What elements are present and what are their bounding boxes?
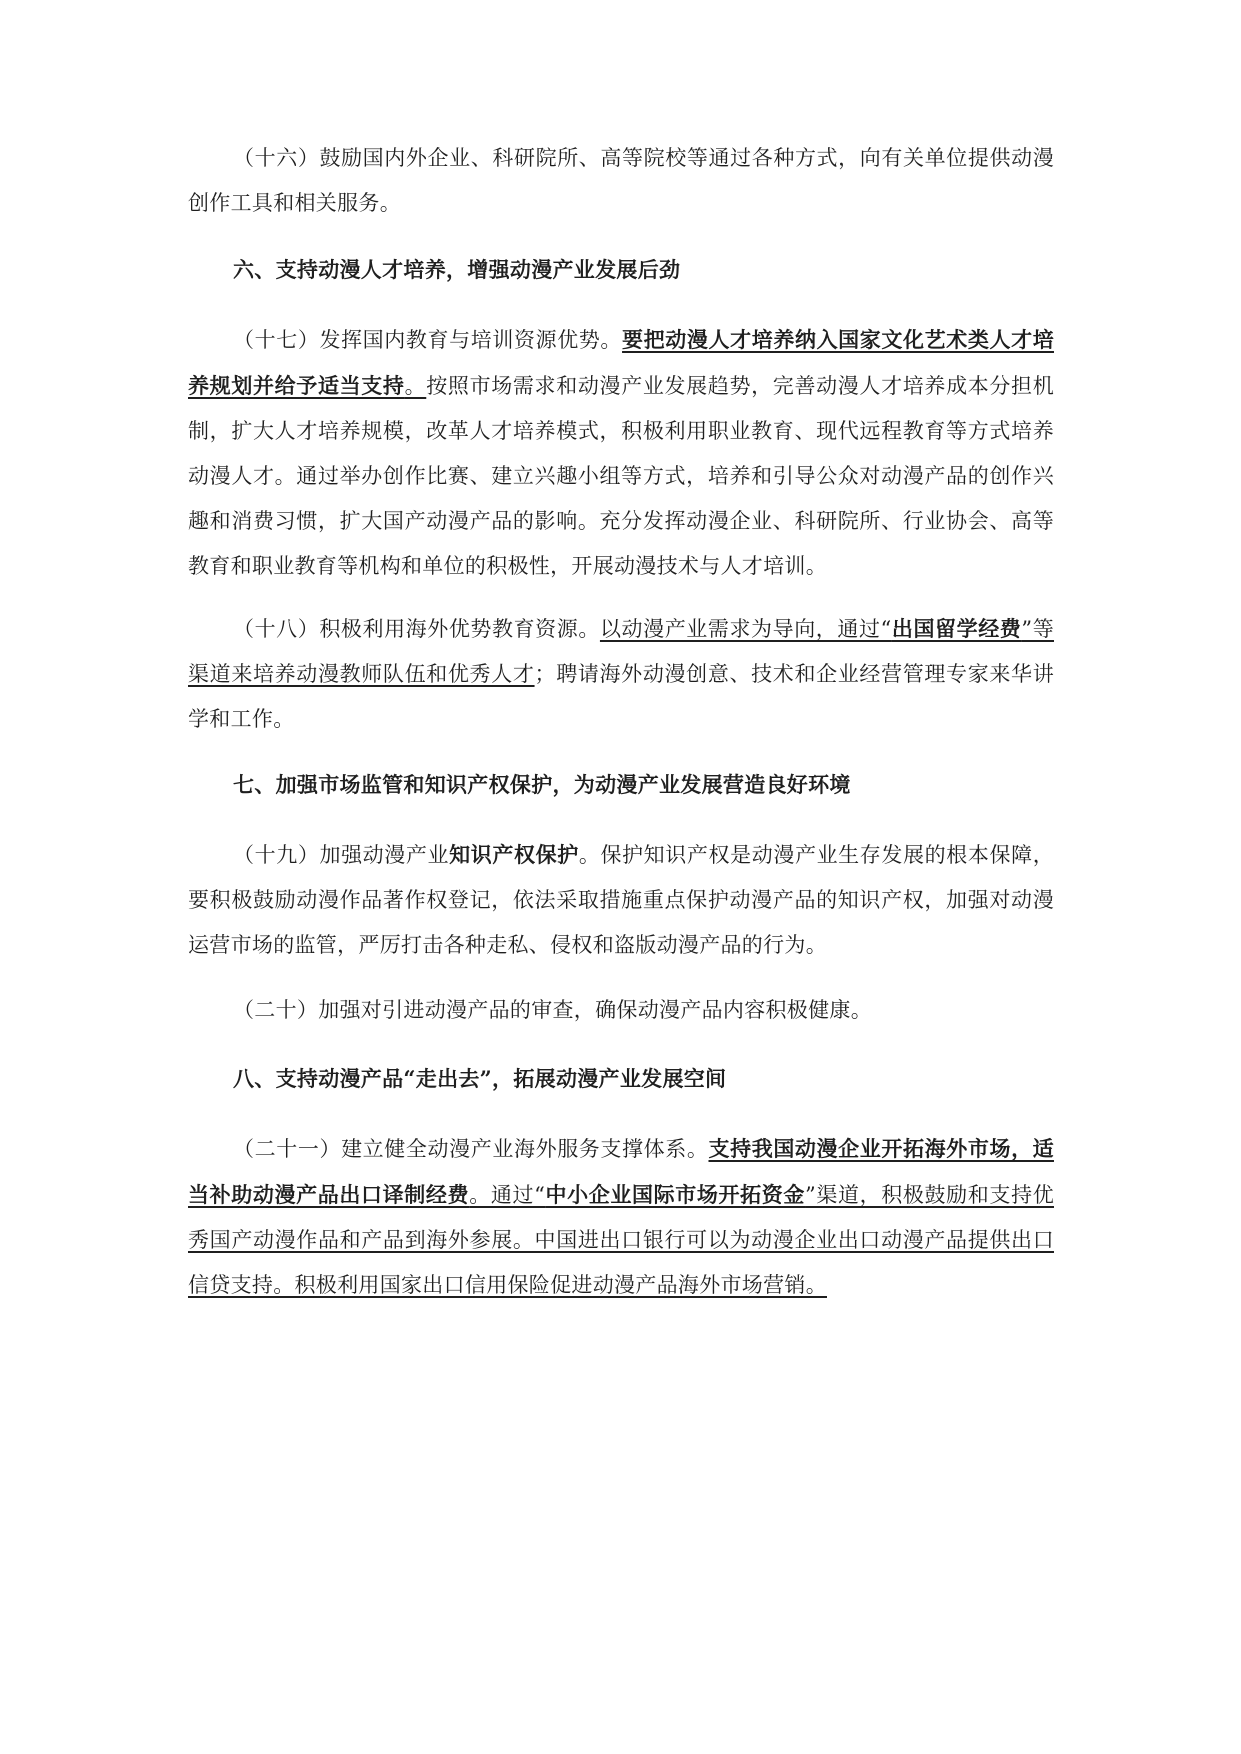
paragraph-19-emphasis: 知识产权保护: [449, 842, 579, 867]
paragraph-17-period: 。: [404, 374, 427, 398]
paragraph-16: [188, 136, 1054, 226]
paragraph-21-emphasis-1: 支持我国动漫企业开拓海外市场，适当补助动漫产品出口译制经费: [188, 1136, 1054, 1207]
paragraph-18-underline-1: 以动漫产业需求为导向，通过“: [599, 617, 892, 641]
section-heading-6: 六、支持动漫人才培养，增强动漫产业发展后劲: [233, 257, 681, 282]
paragraph-17-emphasis: 要把动漫人才培养纳入国家文化艺术类人才培养规划并给予适当支持: [188, 327, 1054, 398]
section-heading-7: 七、加强市场监管和知识产权保护，为动漫产业发展营造良好环境: [233, 772, 851, 797]
paragraph-19: [188, 832, 1054, 968]
paragraph-20-text: （二十）加强对引进动漫产品的审查，确保动漫产品内容积极健康。: [233, 998, 872, 1022]
paragraph-21: [188, 1126, 1054, 1308]
paragraph-21-underline-2: ”渠道，积极鼓励和支持优秀国产动漫作品和产品到海外参展。中国进出口银行可以为动漫企业出口动漫产品提供出口信贷支持。积极利用国家出口信用保险促进动漫产品海外市场营销。: [188, 1183, 1054, 1297]
paragraph-18-text-1: （十八）积极利用海外优势教育资源。: [233, 617, 600, 641]
paragraph-17-text-2: 按照市场需求和动漫产业发展趋势，完善动漫人才培养成本分担机制，扩大人才培养规模，改革人才培养模式，积极利用职业教育、现代远程教育等方式培养动漫人才。通过举办创作比赛、建立兴趣小组等方式，培养和引导公众对动漫产品的创作兴趣和消费习惯，扩大国产动漫产品的影响。充分发挥动漫企业、科研院所、行业协会、高等教育和职业教育等机构和单位的积极性，开展动漫技术与人才培训。: [188, 374, 1055, 578]
paragraph-19-text-2: 。保护知识产权是动漫产业生存发展的根本保障，要积极鼓励动漫作品著作权登记，依法采取措施重点保护动漫产品的知识产权，加强对动漫运营市场的监管，严厉打击各种走私、侵权和盗版动漫产品的行为。: [188, 843, 1054, 957]
paragraph-19-text-1: （十九）加强动漫产业: [233, 843, 450, 867]
paragraph-20: [188, 988, 1054, 1033]
paragraph-17-text-1: （十七）发挥国内教育与培训资源优势。: [233, 328, 623, 352]
paragraph-18-underline-2: ”等渠道来培养动漫教师队伍和优秀人才: [188, 617, 1054, 686]
section-heading-8: 八、支持动漫产品“走出去”，拓展动漫产业发展空间: [233, 1066, 727, 1091]
paragraph-17: [188, 317, 1054, 589]
paragraph-18: [188, 606, 1054, 742]
paragraph-21-text-1: （二十一）建立健全动漫产业海外服务支撑体系。: [233, 1137, 709, 1161]
paragraph-21-underline-1: 。通过“: [469, 1183, 546, 1207]
paragraph-18-emphasis: 出国留学经费: [891, 616, 1022, 641]
paragraph-16-text: （十六）鼓励国内外企业、科研院所、高等院校等通过各种方式，向有关单位提供动漫创作工具和相关服务。: [188, 146, 1054, 215]
paragraph-21-emphasis-2: 中小企业国际市场开拓资金: [545, 1182, 806, 1207]
paragraph-18-text-2: ；聘请海外动漫创意、技术和企业经营管理专家来华讲学和工作。: [188, 662, 1054, 731]
